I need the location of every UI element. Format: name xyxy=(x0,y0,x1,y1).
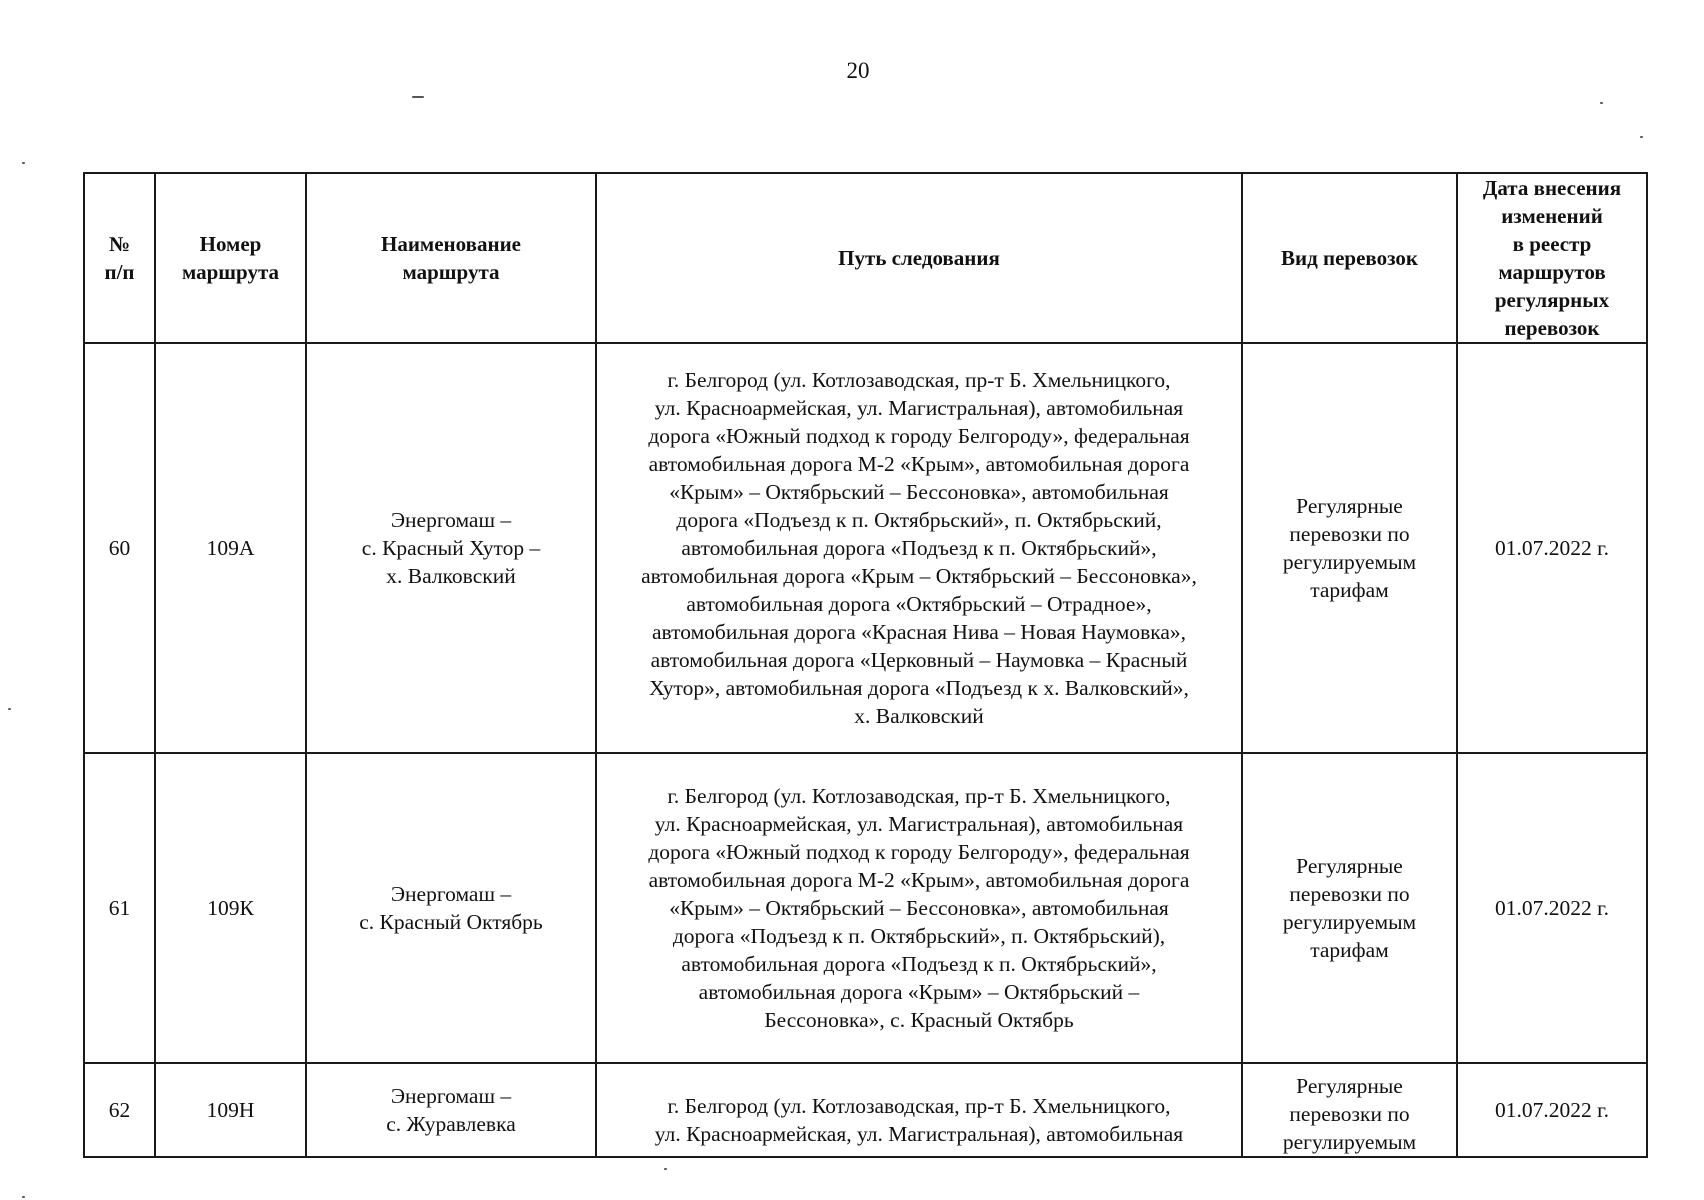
cell-num: 60 xyxy=(84,343,155,753)
header-path: Путь следования xyxy=(596,173,1242,343)
scan-speck xyxy=(1600,102,1603,104)
cell-route-number: 109Н xyxy=(155,1063,306,1157)
scan-speck xyxy=(664,1168,667,1170)
route-registry-table xyxy=(83,172,1648,1158)
scan-speck xyxy=(412,96,424,98)
header-route-number: Номер маршрута xyxy=(155,173,306,343)
cell-num: 61 xyxy=(84,753,155,1063)
cell-path: г. Белгород (ул. Котлозаводская, пр-т Б. Хмельницкого, ул. Красноармейская, ул. Магистральная), автомобильная дорога «Южный подход к городу Белгороду», федеральная автомобильная дорога М-2 «Крым», автомобильная дорога «Крым» – Октябрьский – Бессоновка», автомобильная дорога «Подъезд к п. Октябрьский», п. Октябрьский, автомобильная дорога «Подъезд к п. Октябрьский», автомобильная дорога «Крым – Октябрьский – Бессоновка», автомобильная дорога «Октябрьский – Отрадное», автомобильная дорога «Красная Нива – Новая Наумовка», автомобильная дорога «Церковный – Наумовка – Красный Хутор», автомобильная дорога «Подъезд к х. Валковский», х. Валковский xyxy=(596,343,1242,753)
header-change-date: Дата внесения изменений в реестр маршрутов регулярных перевозок xyxy=(1457,173,1647,343)
table-header-row xyxy=(84,173,1647,343)
cell-change-date: 01.07.2022 г. xyxy=(1457,753,1647,1063)
header-num: № п/п xyxy=(84,173,155,343)
cell-num: 62 xyxy=(84,1063,155,1157)
cell-route-name: Энергомаш – с. Журавлевка xyxy=(306,1063,596,1157)
cell-route-name: Энергомаш – с. Красный Октябрь xyxy=(306,753,596,1063)
cell-change-date: 01.07.2022 г. xyxy=(1457,1063,1647,1157)
cell-route-number: 109К xyxy=(155,753,306,1063)
cell-route-name: Энергомаш – с. Красный Хутор – х. Валковский xyxy=(306,343,596,753)
table-row xyxy=(84,343,1647,753)
scan-speck xyxy=(22,1196,25,1198)
scan-speck xyxy=(8,708,11,710)
cell-path: г. Белгород (ул. Котлозаводская, пр-т Б. Хмельницкого, ул. Красноармейская, ул. Магистральная), автомобильная дорога «Южный подход к городу Белгороду», федеральная автомобильная дорога М-2 «Крым», автомобильная дорога «Крым» – Октябрьский – Бессоновка», автомобильная дорога «Подъезд к п. Октябрьский», п. Октябрьский), автомобильная дорога «Подъезд к п. Октябрьский», автомобильная дорога «Крым» – Октябрьский – Бессоновка», с. Красный Октябрь xyxy=(596,753,1242,1063)
header-transport-type: Вид перевозок xyxy=(1242,173,1457,343)
scan-speck xyxy=(22,162,25,164)
cell-change-date: 01.07.2022 г. xyxy=(1457,343,1647,753)
scan-speck xyxy=(1640,136,1643,138)
table-row xyxy=(84,1063,1647,1157)
header-route-name: Наименование маршрута xyxy=(306,173,596,343)
cell-route-number: 109А xyxy=(155,343,306,753)
cell-transport-type: Регулярные перевозки по регулируемым тарифам xyxy=(1242,343,1457,753)
cell-transport-type: Регулярные перевозки по регулируемым xyxy=(1242,1063,1457,1157)
cell-transport-type: Регулярные перевозки по регулируемым тарифам xyxy=(1242,753,1457,1063)
table-row xyxy=(84,753,1647,1063)
cell-path: г. Белгород (ул. Котлозаводская, пр-т Б. Хмельницкого, ул. Красноармейская, ул. Магистральная), автомобильная xyxy=(596,1063,1242,1157)
page-number: 20 xyxy=(846,58,870,83)
